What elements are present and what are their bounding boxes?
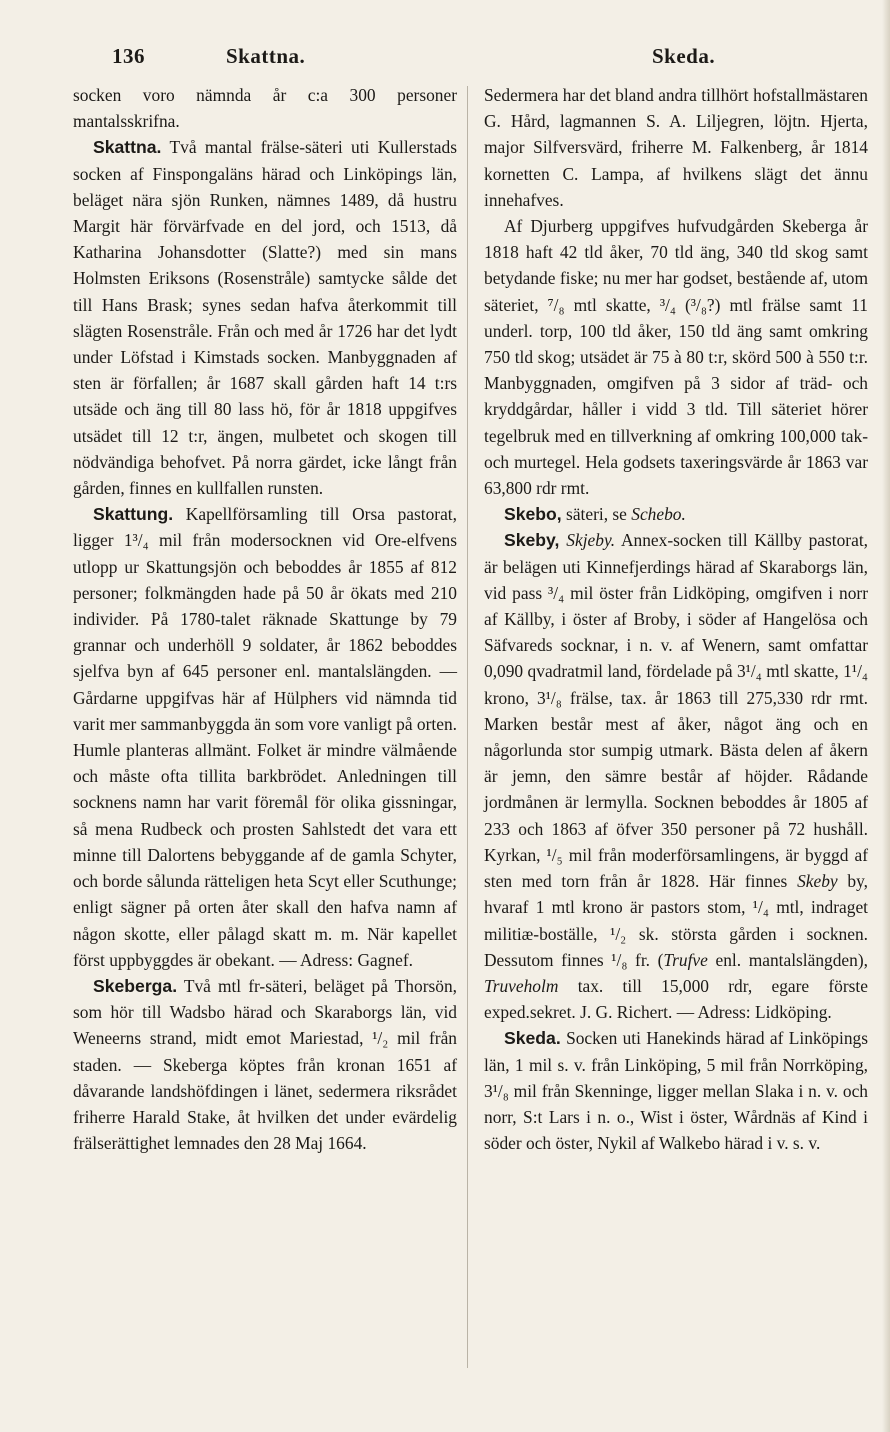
column-divider — [467, 86, 468, 1368]
entry-headword: Skattung. — [93, 504, 174, 525]
entry-text: by, hvaraf 1 mtl krono är pastors stom, ¹/₄ mtl, indraget militiæ-boställe, ¹/₂ sk. största gården i socknen. Dessutom finnes ¹/₈ fr. ( — [484, 871, 869, 970]
entry-headword: Skeda. — [504, 1028, 561, 1049]
page-header — [0, 44, 890, 74]
entry-text: Två mtl fr-säteri, beläget på Thorsön, som hör till Wadsbo härad och Skaraborgs län, vid Weneerns strand, midt emot Mariestad, ¹/₂ mil från staden. — Skeberga köptes från kronan 1651 af dåvarande landshöfdingen i länet, sedermera riksrådet friherre Harald Stake, åt hvilken det under evärdelig frälserättighet lemnades den 28 Maj 1664. — [73, 975, 457, 1154]
skeberga-paragraph: Af Djurberg uppgifves hufvudgården Skeberga år 1818 haft 42 tld åker, 70 tld äng, 340 tld skog samt betydande fiske; nu mer har godset, bestående af, utom säteriet, ⁷/₈ mtl skatte, ³/₄ (³/₈?) mtl frälse samt 11 underl. torp, 100 tld åker, 150 tld äng samt omkring 750 tld skog; utsädet är 75 à 80 t:r, skörd 500 à 550 t:r. Manbyggnaden, omgifven på 3 sidor af träd- och kryddgårdar, håller i vidd 3 tld. Till säteriet hörer tegelbruk med en tillverkning af omkring 100,000 tak- och murtegel. Hela godsets taxeringsvärde år 1863 var 63,800 rdr rmt. — [484, 216, 868, 499]
page-number: 136 — [112, 44, 145, 68]
cross-reference: Schebo. — [631, 504, 686, 525]
place-name: Trufve — [663, 949, 708, 970]
entry-skeberga — [73, 973, 457, 1156]
entry-skattung — [73, 501, 457, 973]
running-head-right: Skeda. — [652, 44, 716, 68]
entry-text: Socken uti Hanekinds härad af Linköpings län, 1 mil s. v. från Linköping, 5 mil från Norrköping, 3¹/₈ mil från Skenninge, ligger mellan Slaka i n. v. och norr, S:t Lars i n. o., Wist i öster, Wårdnäs af Kind i söder och öster, Nykil af Walkebo härad i v. s. v. — [484, 1028, 868, 1154]
entry-headword: Skebo, — [504, 504, 562, 525]
entry-skeby — [484, 527, 868, 1025]
place-name: Truveholm — [484, 975, 559, 996]
entry-text: enl. mantalslängden), — [715, 949, 868, 970]
entry-text: säteri, se — [566, 504, 627, 525]
entry-skattna — [73, 134, 457, 501]
entry-text: Två mantal frälse-säteri uti Kullerstads socken af Finspongaläns härad och Linköpings län, beläget nära sjön Runken, nämnes 1489, då hustru Margit här förvärfvade en del jord, och 1513, då Katharina Johansdotter (Slatte?) med sin mans Holmsten Eriksons (Rosenstråle) samtycke sålde det till Hans Brask; synes sedan hafva återkommit till slägten Rosenstråle. Från och med år 1726 har det lydt under Löfstad i Kimstads socken. Manbyggnaden af sten är förfallen; år 1687 skall gården haft 14 t:rs utsäde och äng till 80 lass hö, för år 1818 uppgifves utsädet till 12 t:r, ängen, mulbetet och skogen till nödvändiga behofvet. På norra gärdet, icke långt från gården, finnes en kullfallen runsten. — [73, 137, 457, 499]
entry-text: tax. till 15,000 rdr, egare förste exped.sekret. J. G. Richert. — Adress: Lidköping. — [484, 975, 868, 1023]
entry-skebo — [484, 501, 868, 527]
entry-headword: Skattna. — [93, 137, 162, 158]
place-name: Skeby — [797, 871, 838, 892]
entry-headword: Skeby, — [504, 530, 560, 551]
page-edge-shadow — [882, 0, 890, 1432]
right-column — [484, 82, 868, 1156]
continuation-paragraph: Sedermera har det bland andra tillhört hofstallmästaren G. Hård, lagmannen S. A. Liljegren, löjtn. Hjerta, major Silfversvärd, friherre M. Falkenberg, år 1814 kornetten C. Lampa, af hvilkens slägt det ännu innehafves. — [484, 85, 868, 210]
variant-name: Skjeby. — [566, 530, 616, 551]
running-head-left: Skattna. — [226, 44, 306, 68]
entry-skeda — [484, 1025, 868, 1156]
entry-headword: Skeberga. — [93, 975, 178, 996]
left-column — [73, 82, 457, 1156]
entry-text: Annex-socken till Källby pastorat, är belägen uti Kinnefjerdings härad af Skaraborgs län, vid pass ³/₄ mil öster från Lidköping, omgifven i norr af Källby, i öster af Broby, i söder af Hangelösa och Säfvareds socknar, i n. v. af Wenern, samt omfattar 0,090 qvadratmil land, fördelade på 3¹/₄ mtl skatte, 1¹/₄ krono, 3¹/₈ frälse, tax. år 1863 till 275,330 rdr rmt. Marken består mest af åker, något äng och en någorlunda stor sumpig utmark. Bästa delen af åkern är jemn, den sämre består af höjder. Rådande jordmånen är lermylla. Socknen beboddes år 1805 af 233 och 1863 af öfver 350 personer på 72 hushåll. Kyrkan, ¹/₅ mil från moderförsamlingens, är byggd af sten med torn från år 1828. Här finnes — [484, 530, 868, 892]
continuation-paragraph: socken voro nämnda år c:a 300 personer mantalsskrifna. — [73, 85, 457, 132]
entry-text: Kapellförsamling till Orsa pastorat, ligger 1³/₄ mil från modersocknen vid Ore-elfvens utlopp ur Skattungsjön och beboddes år 1855 af 812 personer; folkmängden hade på 50 år ökats med 210 individer. På 1780-talet räknade Skattunge by 79 grannar och underhöll 9 soldater, år 1862 beboddes sjelfva byn af 645 personer enl. mantalslängden. — Gårdarne uppgifvas här af Hülphers vid nämnda tid varit mer sammanbyggda än som vore vanligt på orten. Humle planteras allmänt. Folket är mindre välmående och måste ofta tillita barkbrödet. Anledningen till socknens namn har varit föremål för olika gissningar, så mena Rudbeck och prosten Sahlstedt det vara ett minne till Dalortens bebyggande af de gamla Schyter, och borde sålunda rätteligen heta Scyt eller Scuthunge; enligt sägner på orten åter skall den hafva namn af någon skotte, eller pålagd skatt m. m. När kapellet först uppbyggdes är obekant. — Adress: Gagnef. — [73, 504, 457, 970]
